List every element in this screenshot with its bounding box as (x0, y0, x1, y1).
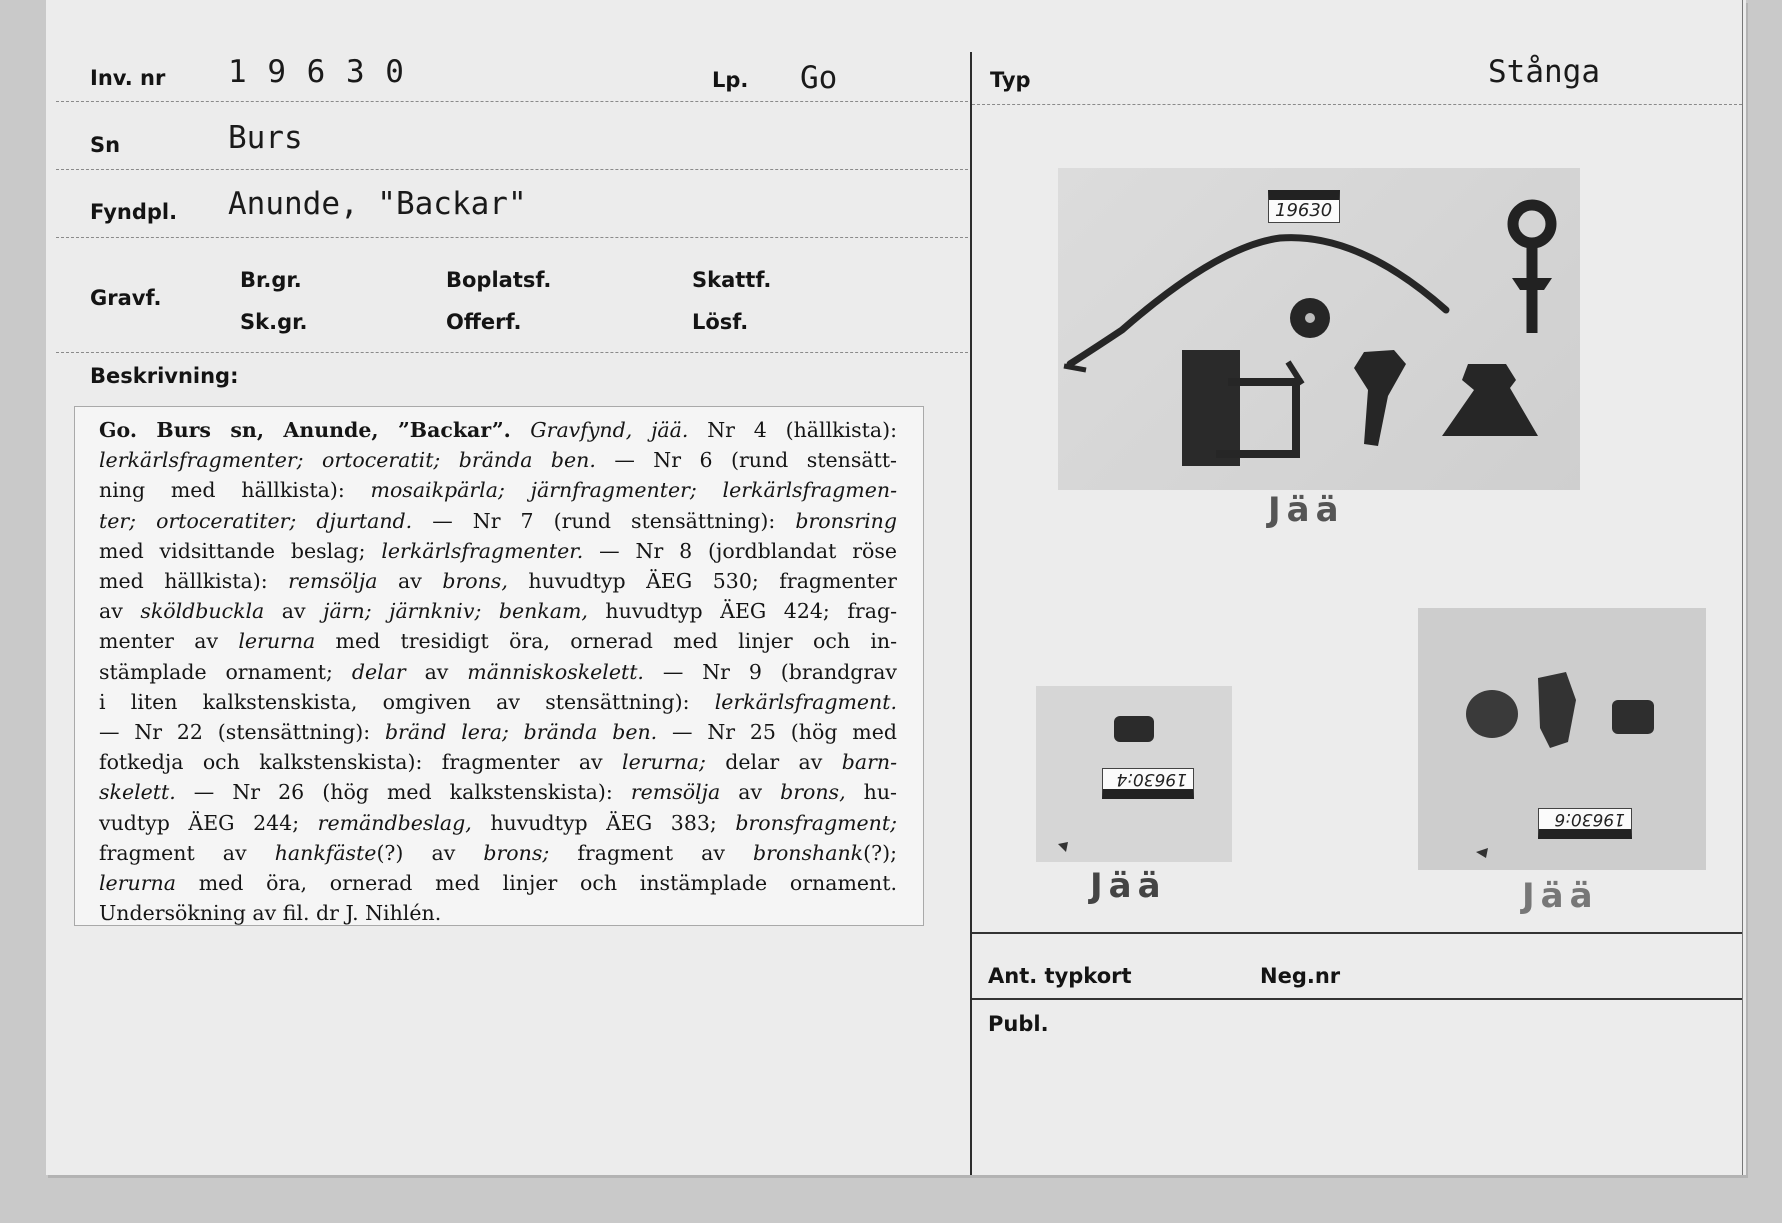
description-segment: remändbeslag, (317, 810, 491, 835)
artifact-tag-4: 19630:4 (1102, 768, 1194, 799)
typ-label: Typ (990, 68, 1031, 92)
description-segment: stämplade ornament; (99, 659, 352, 684)
description-segment: huvudtyp ÄEG 530; fragmenter (528, 569, 897, 594)
sn-value: Burs (228, 120, 303, 156)
description-segment: skelett. (99, 780, 194, 805)
description-segment: remsölja (288, 569, 399, 594)
description-segment: brons; (483, 840, 578, 865)
description-line (99, 868, 897, 898)
lp-label: Lp. (712, 68, 749, 92)
description-segment: lerurna (238, 629, 336, 654)
description-segment: — Nr 8 (jordblandat röse (599, 538, 897, 563)
description-segment: av (738, 780, 781, 805)
description-segment: mosaikpärla; järnfragmenter; lerkärlsfragmen- (370, 478, 898, 503)
brgr-label: Br.gr. (240, 268, 302, 292)
rule-line (972, 932, 1742, 934)
right-edge (1742, 0, 1743, 1175)
description-segment: — Nr 25 (hög med (672, 720, 897, 745)
description-segment: hu- (863, 780, 897, 805)
description-segment: barn- (841, 750, 898, 775)
description-line (99, 687, 897, 717)
description-segment: människoskelett. (467, 659, 663, 684)
inv-nr-value: 1 9 6 3 0 (228, 54, 405, 90)
description-segment: (?); (863, 840, 897, 865)
description-segment: bränd lera; brända ben. (384, 720, 672, 745)
rule-line (56, 237, 968, 238)
column-divider (970, 52, 972, 1175)
description-segment: ter; ortoceratiter; djurtand. (99, 508, 433, 533)
description-segment: — Nr 7 (rund stensättning): (432, 508, 796, 533)
losf-label: Lösf. (692, 310, 749, 334)
description-segment: sköldbuckla (140, 599, 282, 624)
description-segment: lerkärlsfragmenter; ortoceratit; brända ben. (99, 448, 615, 473)
description-segment: huvudtyp ÄEG 383; (490, 810, 736, 835)
main-photo-tag: 19630 (1268, 190, 1340, 223)
description-segment: brons, (442, 569, 529, 594)
description-segment: menter av (99, 629, 239, 654)
fyndpl-label: Fyndpl. (90, 200, 178, 224)
description-line (99, 506, 897, 536)
description-segment: Go. Burs sn, Anunde, ”Backar”. (99, 418, 531, 442)
description-line (99, 657, 897, 687)
ant-typkort-label: Ant. typkort (988, 964, 1132, 988)
description-segment: järn; järnkniv; benkam, (323, 599, 606, 624)
skgr-label: Sk.gr. (240, 310, 308, 334)
rule-line (56, 352, 968, 353)
description-segment: fragment av (577, 840, 754, 865)
description-line (99, 566, 897, 596)
description-segment: remsölja (630, 780, 739, 805)
description-segment: med öra, ornerad med linjer och instämplade ornament. (198, 871, 897, 896)
main-photo-caption: Jää (1268, 490, 1345, 530)
description-segment: Gravfynd, jää. (530, 418, 708, 442)
description-line (99, 536, 897, 566)
boplatsf-label: Boplatsf. (446, 268, 552, 292)
gravf-label: Gravf. (90, 286, 162, 310)
description-line (99, 415, 897, 445)
description-line (99, 838, 897, 868)
rule-line (972, 104, 1742, 105)
rule-line (972, 998, 1742, 1000)
description-segment: — Nr 9 (brandgrav (662, 659, 897, 684)
rule-line (56, 169, 968, 170)
artifact-caption-4: Jää (1090, 866, 1167, 906)
publ-label: Publ. (988, 1012, 1049, 1036)
description-segment: med tresidigt öra, ornerad med linjer och in- (335, 629, 898, 654)
main-artifact-photo (1058, 168, 1580, 490)
description-segment: med hällkista): (99, 569, 289, 594)
sn-label: Sn (90, 133, 121, 157)
description-segment: (?) av (376, 840, 484, 865)
description-segment: hankfäste (274, 840, 377, 865)
description-segment: av (424, 659, 468, 684)
description-segment: ning med hällkista): (99, 478, 371, 503)
description-segment: bronsring (795, 508, 897, 533)
description-line (99, 777, 897, 807)
description-segment: fotkedja och kalkstenskista): fragmenter av (99, 750, 623, 775)
description-line (99, 596, 897, 626)
description-segment: av (398, 569, 443, 594)
description-text (74, 406, 924, 926)
lp-value: Go (800, 60, 838, 96)
description-segment: lerurna; (622, 750, 726, 775)
description-segment: delar (351, 659, 425, 684)
description-segment: lerkärlsfragment. (714, 689, 897, 714)
rule-line (56, 101, 968, 102)
description-line (99, 475, 897, 505)
description-segment: bronsfragment; (735, 810, 898, 835)
description-segment: — Nr 6 (rund stensätt- (614, 448, 897, 473)
description-line (99, 626, 897, 656)
description-segment: Undersökning av fil. dr J. Nihlén. (99, 901, 442, 926)
description-segment: — Nr 22 (stensättning): (99, 720, 385, 745)
typ-value: Stånga (1488, 54, 1600, 90)
description-segment: lerurna (99, 871, 199, 896)
neg-nr-label: Neg.nr (1260, 964, 1341, 988)
description-segment: i liten kalkstenskista, omgiven av stensättning): (99, 689, 715, 714)
fyndpl-value: Anunde, "Backar" (228, 186, 527, 222)
description-segment: Nr 4 (hällkista): (707, 418, 898, 442)
artifact-caption-6: Jää (1522, 876, 1599, 916)
description-segment: huvudtyp ÄEG 424; frag- (605, 599, 897, 624)
catalog-card (46, 0, 1746, 1175)
description-segment: fragment av (99, 840, 275, 865)
offerf-label: Offerf. (446, 310, 522, 334)
inv-nr-label: Inv. nr (90, 66, 166, 90)
description-segment: — Nr 26 (hög med kalkstenskista): (193, 780, 631, 805)
description-segment: lerkärlsfragmenter. (381, 538, 600, 563)
description-segment: vudtyp ÄEG 244; (99, 810, 318, 835)
skattf-label: Skattf. (692, 268, 772, 292)
artifact-photo-4 (1036, 686, 1232, 862)
description-line (99, 445, 897, 475)
artifact-tag-6: 19630:6 (1538, 808, 1632, 839)
description-line (99, 898, 897, 928)
description-segment: av (281, 599, 324, 624)
description-segment: med vidsittande beslag; (99, 538, 382, 563)
description-line (99, 747, 897, 777)
beskrivning-label: Beskrivning: (90, 364, 239, 388)
description-segment: brons, (780, 780, 864, 805)
description-segment: bronshank (753, 840, 864, 865)
description-segment: delar av (725, 750, 842, 775)
artifact-photo-6 (1418, 608, 1706, 870)
description-line (99, 717, 897, 747)
description-line (99, 808, 897, 838)
description-segment: av (99, 599, 141, 624)
